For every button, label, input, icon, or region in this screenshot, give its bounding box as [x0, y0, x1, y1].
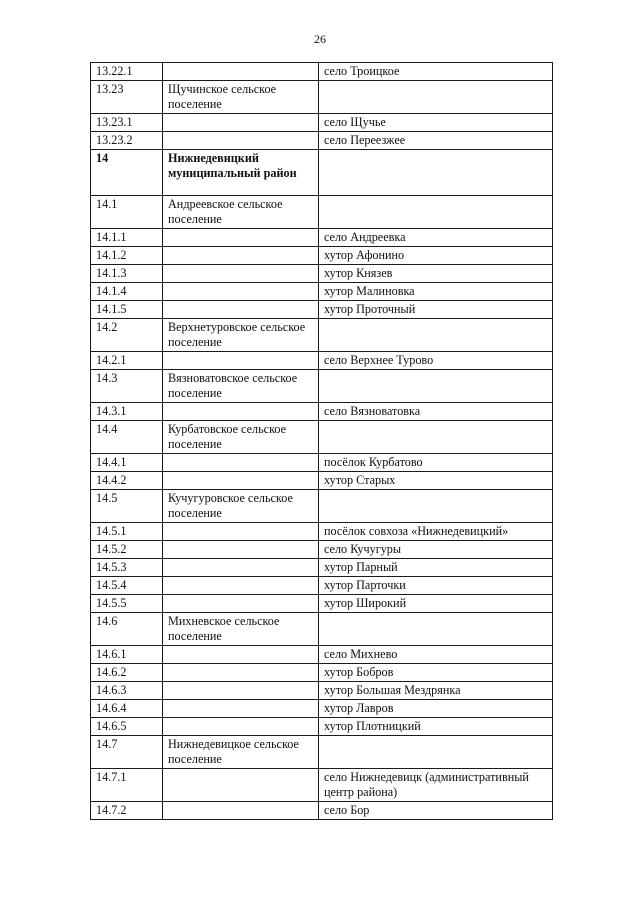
settlement-name-cell [163, 301, 319, 319]
place-row [91, 802, 553, 820]
settlement-row [91, 196, 553, 229]
row-number-cell: 14 [91, 150, 163, 196]
place-name-cell: хутор Малиновка [319, 283, 553, 301]
settlement-name-cell [163, 718, 319, 736]
settlement-name-cell: Вязноватовское сельское поселение [163, 370, 319, 403]
place-name-cell: хутор Бобров [319, 664, 553, 682]
place-row [91, 301, 553, 319]
settlement-name-cell [163, 646, 319, 664]
place-name-cell: хутор Большая Мездрянка [319, 682, 553, 700]
row-number-cell: 14.6.1 [91, 646, 163, 664]
place-row [91, 541, 553, 559]
place-row [91, 682, 553, 700]
settlement-name-cell [163, 523, 319, 541]
settlement-name-cell [163, 559, 319, 577]
place-name-cell: село Михнево [319, 646, 553, 664]
settlement-row [91, 613, 553, 646]
settlement-row [91, 490, 553, 523]
place-name-cell: село Щучье [319, 114, 553, 132]
settlement-name-cell [163, 229, 319, 247]
row-number-cell: 14.1.3 [91, 265, 163, 283]
settlement-row [91, 81, 553, 114]
settlement-name-cell: Верхнетуровское сельское поселение [163, 319, 319, 352]
place-name-cell: село Кучугуры [319, 541, 553, 559]
row-number-cell: 14.4 [91, 421, 163, 454]
district-row [91, 150, 553, 196]
row-number-cell: 13.22.1 [91, 63, 163, 81]
settlement-name-cell: Щучинское сельское поселение [163, 81, 319, 114]
place-name-cell: хутор Князев [319, 265, 553, 283]
settlement-name-cell: Курбатовское сельское поселение [163, 421, 319, 454]
settlement-name-cell [163, 664, 319, 682]
settlement-name-cell [163, 472, 319, 490]
settlement-name-cell [163, 769, 319, 802]
place-name-cell [319, 81, 553, 114]
place-row [91, 559, 553, 577]
settlement-name-cell: Нижнедевицкое сельское поселение [163, 736, 319, 769]
row-number-cell: 14.7 [91, 736, 163, 769]
row-number-cell: 14.3 [91, 370, 163, 403]
row-number-cell: 13.23 [91, 81, 163, 114]
row-number-cell: 14.6.3 [91, 682, 163, 700]
place-name-cell: хутор Проточный [319, 301, 553, 319]
place-name-cell: хутор Парточки [319, 577, 553, 595]
place-row [91, 114, 553, 132]
settlement-name-cell [163, 283, 319, 301]
row-number-cell: 14.6.2 [91, 664, 163, 682]
row-number-cell: 14.6.5 [91, 718, 163, 736]
page-number: 26 [314, 32, 326, 46]
place-name-cell: хутор Афонино [319, 247, 553, 265]
place-row [91, 472, 553, 490]
row-number-cell: 14.1.1 [91, 229, 163, 247]
settlement-name-cell [163, 454, 319, 472]
settlement-name-cell [163, 595, 319, 613]
settlement-name-cell [163, 247, 319, 265]
place-name-cell [319, 196, 553, 229]
place-row [91, 265, 553, 283]
place-row [91, 403, 553, 421]
place-name-cell: посёлок совхоза «Нижнедевицкий» [319, 523, 553, 541]
place-row [91, 132, 553, 150]
settlement-name-cell: Нижнедевицкий муниципальный район [163, 150, 319, 196]
row-number-cell: 14.2 [91, 319, 163, 352]
settlements-table [90, 62, 553, 820]
row-number-cell: 14.6.4 [91, 700, 163, 718]
place-row [91, 229, 553, 247]
place-name-cell [319, 319, 553, 352]
place-row [91, 352, 553, 370]
settlement-name-cell [163, 265, 319, 283]
place-name-cell: село Переезжее [319, 132, 553, 150]
row-number-cell: 14.5.2 [91, 541, 163, 559]
row-number-cell: 13.23.2 [91, 132, 163, 150]
place-name-cell: село Нижнедевицк (административный центр района) [319, 769, 553, 802]
place-name-cell [319, 736, 553, 769]
place-row [91, 664, 553, 682]
row-number-cell: 14.1.4 [91, 283, 163, 301]
place-row [91, 718, 553, 736]
row-number-cell: 14.1 [91, 196, 163, 229]
settlement-name-cell: Михневское сельское поселение [163, 613, 319, 646]
settlement-name-cell: Кучугуровское сельское поселение [163, 490, 319, 523]
place-row [91, 454, 553, 472]
row-number-cell: 14.1.5 [91, 301, 163, 319]
place-name-cell: хутор Лавров [319, 700, 553, 718]
row-number-cell: 14.5.4 [91, 577, 163, 595]
settlement-name-cell [163, 114, 319, 132]
settlement-name-cell [163, 132, 319, 150]
place-name-cell: село Вязноватовка [319, 403, 553, 421]
place-name-cell [319, 613, 553, 646]
place-row [91, 700, 553, 718]
place-row [91, 283, 553, 301]
row-number-cell: 14.7.1 [91, 769, 163, 802]
place-name-cell: село Андреевка [319, 229, 553, 247]
row-number-cell: 14.7.2 [91, 802, 163, 820]
settlement-name-cell [163, 682, 319, 700]
settlement-name-cell [163, 63, 319, 81]
place-name-cell: хутор Плотницкий [319, 718, 553, 736]
place-row [91, 646, 553, 664]
settlement-name-cell [163, 802, 319, 820]
place-row [91, 577, 553, 595]
settlements-table-body [91, 63, 553, 820]
row-number-cell: 13.23.1 [91, 114, 163, 132]
settlement-name-cell [163, 541, 319, 559]
place-name-cell: хутор Широкий [319, 595, 553, 613]
row-number-cell: 14.5.1 [91, 523, 163, 541]
place-row [91, 595, 553, 613]
row-number-cell: 14.2.1 [91, 352, 163, 370]
row-number-cell: 14.5.5 [91, 595, 163, 613]
row-number-cell: 14.1.2 [91, 247, 163, 265]
place-row [91, 63, 553, 81]
row-number-cell: 14.4.1 [91, 454, 163, 472]
place-name-cell [319, 370, 553, 403]
settlement-row [91, 370, 553, 403]
settlement-name-cell: Андреевское сельское поселение [163, 196, 319, 229]
row-number-cell: 14.5.3 [91, 559, 163, 577]
settlement-row [91, 319, 553, 352]
place-name-cell [319, 150, 553, 196]
settlement-name-cell [163, 700, 319, 718]
settlement-name-cell [163, 352, 319, 370]
place-name-cell: село Троицкое [319, 63, 553, 81]
place-name-cell: посёлок Курбатово [319, 454, 553, 472]
row-number-cell: 14.5 [91, 490, 163, 523]
settlement-row [91, 736, 553, 769]
settlement-name-cell [163, 403, 319, 421]
settlement-name-cell [163, 577, 319, 595]
row-number-cell: 14.4.2 [91, 472, 163, 490]
place-row [91, 247, 553, 265]
row-number-cell: 14.3.1 [91, 403, 163, 421]
place-name-cell: хутор Старых [319, 472, 553, 490]
settlement-row [91, 421, 553, 454]
place-row [91, 523, 553, 541]
row-number-cell: 14.6 [91, 613, 163, 646]
place-name-cell: село Бор [319, 802, 553, 820]
place-row [91, 769, 553, 802]
place-name-cell [319, 421, 553, 454]
place-name-cell: хутор Парный [319, 559, 553, 577]
place-name-cell [319, 490, 553, 523]
place-name-cell: село Верхнее Турово [319, 352, 553, 370]
